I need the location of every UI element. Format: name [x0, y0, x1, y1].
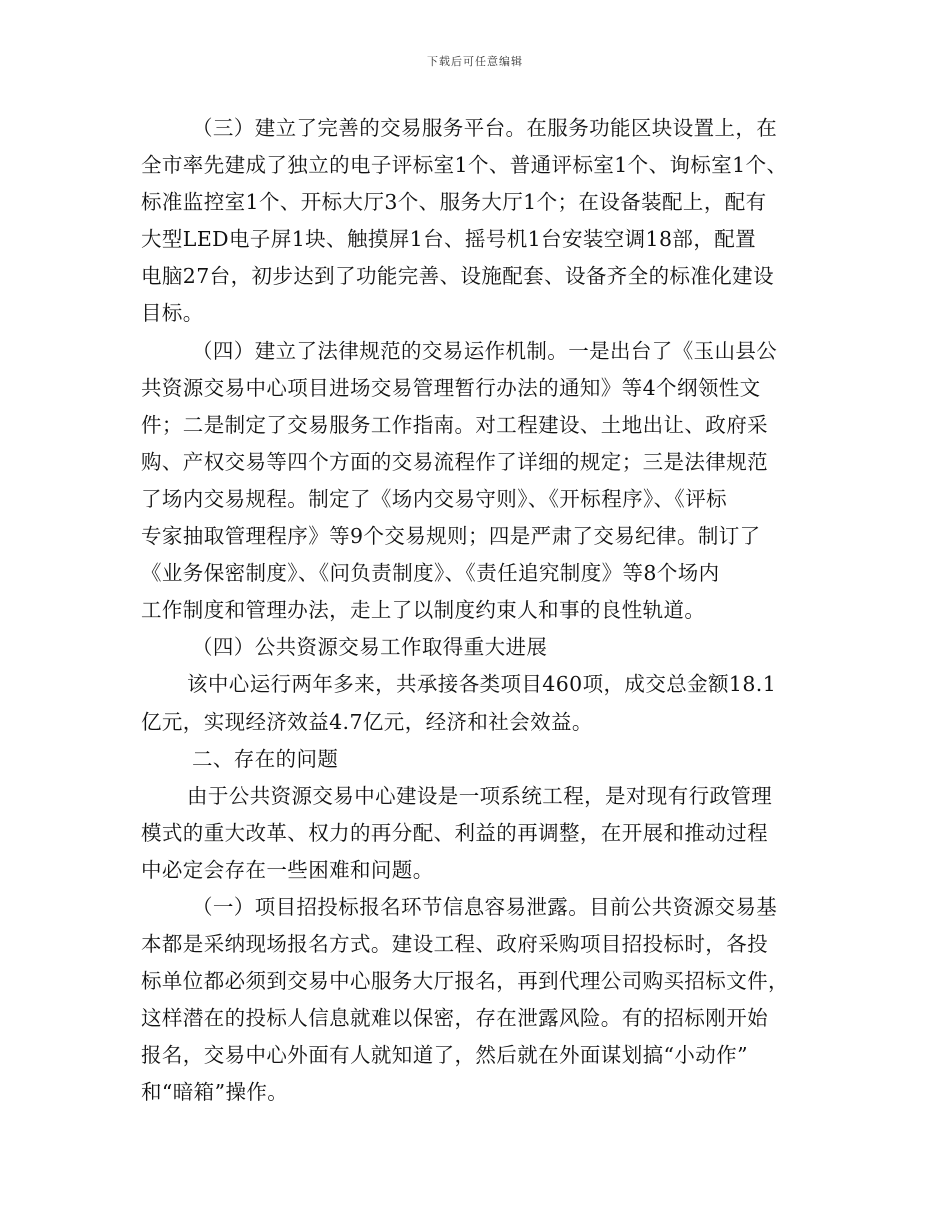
text-line: 本都是采纳现场报名方式。建设工程、政府采购项目招投标时，各投	[141, 932, 768, 957]
page-header: 下载后可任意编辑	[427, 55, 523, 68]
text-line: 工作制度和管理办法，走上了以制度约束人和事的良性轨道。	[141, 598, 706, 623]
text-line: 《业务保密制度》、《问负责制度》、《责任追究制度》等8个场内	[141, 561, 720, 586]
text-line: 电脑27台，初步达到了功能完善、设施配套、设备齐全的标准化建设	[141, 264, 774, 289]
text-line: 中必定会存在一些困难和问题。	[141, 857, 434, 882]
text-line: （一）项目招投标报名环节信息容易泄露。目前公共资源交易基	[192, 894, 778, 919]
text-line: 亿元，实现经济效益4.7亿元，经济和社会效益。	[141, 709, 593, 734]
text-line: 由于公共资源交易中心建设是一项系统工程，是对现有行政管理	[187, 783, 773, 808]
text-line: 这样潜在的投标人信息就难以保密，存在泄露风险。有的招标刚开始	[141, 1006, 768, 1031]
text-line: 该中心运行两年多来，共承接各类项目460项，成交总金额18.1	[187, 672, 777, 697]
text-line: 全市率先建成了独立的电子评标室1个、普通评标室1个、询标室1个、	[141, 153, 788, 178]
text-line: 共资源交易中心项目进场交易管理暂行办法的通知》等4个纲领性文	[141, 375, 761, 400]
text-line: 了场内交易规程。制定了《场内交易守则》、《开标程序》、《评标	[141, 486, 727, 511]
text-line: 目标。	[141, 301, 204, 326]
text-line: 标准监控室1个、开标大厅3个、服务大厅1个；在设备装配上，配有	[141, 190, 767, 215]
text-line: 大型LED电子屏1块、触摸屏1台、摇号机1台安装空调18部，配置	[141, 227, 757, 252]
text-line: （四）公共资源交易工作取得重大进展	[192, 635, 548, 660]
text-line: 报名，交易中心外面有人就知道了，然后就在外面谋划搞“小动作”	[141, 1043, 748, 1068]
text-line: 模式的重大改革、权力的再分配、利益的再调整，在开展和推动过程	[141, 820, 768, 845]
text-line: 件；二是制定了交易服务工作指南。对工程建设、土地出让、政府采	[141, 412, 768, 437]
text-line: （三）建立了完善的交易服务平台。在服务功能区块设置上，在	[192, 116, 778, 140]
text-line: 专家抽取管理程序》等9个交易规则；四是严肃了交易纪律。制订了	[141, 524, 761, 549]
text-line: 和“暗箱”操作。	[141, 1080, 289, 1105]
text-line: （四）建立了法律规范的交易运作机制。一是出台了《玉山县公	[192, 338, 778, 363]
text-line: 购、产权交易等四个方面的交易流程作了详细的规定；三是法律规范	[141, 449, 768, 474]
text-line: 二、存在的问题	[192, 746, 339, 771]
document-body	[141, 110, 811, 1112]
text-line: 标单位都必须到交易中心服务大厅报名，再到代理公司购买招标文件，	[141, 969, 789, 994]
